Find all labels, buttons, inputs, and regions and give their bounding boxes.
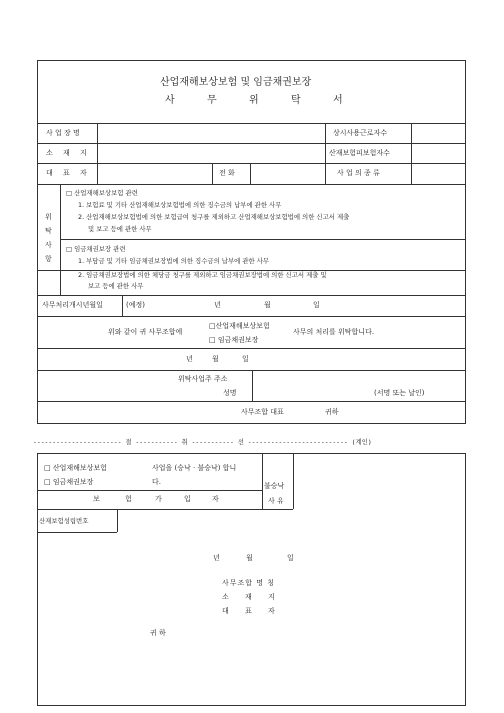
slip-insured-char: 자 xyxy=(212,495,219,503)
slip-reason-label-2: 사 유 xyxy=(268,497,284,505)
date-month: 월 xyxy=(212,355,219,363)
to-union-label: 사무조합 대표 xyxy=(241,408,284,416)
section2-item1: 1. 부담금 및 기타 임금채권보장법에 의한 징수금의 납부에 관한 사무 xyxy=(78,257,270,265)
date-year: 년 xyxy=(186,355,193,363)
slip-opt-insurance[interactable]: □ 산업재해보상보험 xyxy=(44,464,107,472)
section2-heading[interactable]: □ 임금채권보장 관련 xyxy=(66,245,126,253)
slip-reason-label: 불승낙 xyxy=(264,482,285,490)
rule xyxy=(252,370,253,401)
label-phone: 전 화 xyxy=(219,169,235,177)
subtitle-char: 탁 xyxy=(291,95,301,106)
label-start-date: 사무처리개시년월일 xyxy=(42,301,103,309)
slip-honorific: 귀 하 xyxy=(150,629,166,637)
delegator-name-field[interactable] xyxy=(254,386,374,400)
address-field[interactable] xyxy=(98,144,324,162)
slip-opt-wage[interactable]: □ 임금채권보장 xyxy=(44,478,94,486)
delegator-address-field[interactable] xyxy=(254,371,464,385)
slip-reason-field[interactable] xyxy=(295,454,465,508)
slip-representative: 대 표 자 xyxy=(222,607,282,615)
consent-prefix: 위와 같이 귀 사무조합에 xyxy=(108,328,183,336)
label-delegator-address: 위탁사업주 주소 xyxy=(178,375,228,383)
consent-opt-insurance[interactable]: □산업재해보상보험 xyxy=(209,322,270,330)
label-business-type: 사 업 의 종 류 xyxy=(337,169,380,177)
regular-workers-field[interactable] xyxy=(412,124,465,142)
cut-line: ----------------------- 절 ----------- 취 ----------- 선 -------------------------- (계인) xyxy=(33,438,372,446)
rule xyxy=(60,239,466,240)
slip-management-no-field[interactable] xyxy=(119,510,291,531)
slip-insured-char: 입 xyxy=(184,495,191,503)
delegation-label-char: 항 xyxy=(45,255,52,263)
rule xyxy=(325,123,326,184)
form-subtitle xyxy=(165,95,343,108)
start-date-year: 년 xyxy=(214,301,221,309)
rule xyxy=(37,348,466,349)
rule xyxy=(117,509,118,532)
business-name-field[interactable] xyxy=(98,124,324,142)
slip-approval-line2: 다. xyxy=(152,478,161,486)
section1-item1: 1. 보험료 및 기타 산업재해보상보험법에 의한 징수금의 납부에 관한 사무 xyxy=(78,201,282,209)
start-date-month: 월 xyxy=(264,301,271,309)
label-representative: 대 표 자 xyxy=(46,169,91,177)
date-day: 일 xyxy=(242,355,249,363)
rule xyxy=(37,401,466,402)
rule xyxy=(37,316,466,317)
consent-opt-wage[interactable]: □ 임금채권보장 xyxy=(209,336,259,344)
delegation-label-char: 탁 xyxy=(45,227,52,235)
slip-approval-line1: 사업을 (승낙 · 불승낙) 합니 xyxy=(152,464,237,472)
rule xyxy=(262,453,263,509)
insured-count-field[interactable] xyxy=(412,144,465,162)
rule xyxy=(212,163,213,184)
phone-field[interactable] xyxy=(251,164,324,183)
slip-location: 소 재 지 xyxy=(222,593,282,601)
slip-date-month: 월 xyxy=(246,554,253,562)
rule xyxy=(60,270,61,295)
subtitle-char: 서 xyxy=(333,95,343,106)
rule xyxy=(37,295,466,296)
to-honorific: 귀하 xyxy=(325,408,339,416)
section1-item2a: 2. 산업재해보상보험법에 의한 보험급여 청구를 제외하고 산업재해보상보험법에 의한 신고서 제출 xyxy=(78,213,350,221)
label-insured-count: 산재보험피보험자수 xyxy=(329,149,390,157)
form-title: 산업재해보상보험 및 임금채권보장 xyxy=(160,77,312,88)
section1-item2b: 및 보고 등에 관한 사무 xyxy=(88,225,152,233)
rule xyxy=(60,184,61,270)
slip-union-name: 사무조합 명 칭 xyxy=(222,579,276,587)
rule xyxy=(37,490,262,491)
rule xyxy=(37,184,466,185)
slip-date-day: 일 xyxy=(287,554,294,562)
subtitle-char: 사 xyxy=(165,95,175,106)
label-address: 소 재 지 xyxy=(46,149,91,157)
sign-note: (서명 또는 날인) xyxy=(374,389,425,397)
delegation-label-char: 사 xyxy=(45,241,52,249)
consent-suffix: 사무의 처리를 위탁합니다. xyxy=(293,328,375,336)
section1-heading[interactable]: □ 산업재해보상보험 관련 xyxy=(66,189,138,197)
representative-field[interactable] xyxy=(98,164,211,183)
section2-item2b: 보고 등에 관한 사무 xyxy=(88,282,144,290)
section2-item2a: 2. 임금채권보장법에 의한 체당금 청구를 제외하고 임금채권보장법에 의한 신고서 제출 및 xyxy=(78,271,327,279)
slip-management-no-label: 산재보험성립번호 xyxy=(39,517,89,525)
slip-insured-char: 보 xyxy=(93,495,100,503)
slip-date-year: 년 xyxy=(213,554,220,562)
slip-insured-char: 험 xyxy=(125,495,132,503)
subtitle-char: 무 xyxy=(207,95,217,106)
label-delegator-name: 성명 xyxy=(223,389,237,397)
label-business-name: 사 업 장 명 xyxy=(46,129,80,137)
rule xyxy=(122,295,123,316)
rule xyxy=(37,532,117,533)
rule xyxy=(293,453,294,509)
start-date-planned: (예정) xyxy=(126,301,145,309)
delegation-label-char: 위 xyxy=(45,213,52,221)
business-type-field[interactable] xyxy=(412,164,465,183)
label-regular-workers: 상시사용근로자수 xyxy=(333,129,388,137)
slip-insured-char: 가 xyxy=(155,495,162,503)
subtitle-char: 위 xyxy=(249,95,259,106)
start-date-day: 일 xyxy=(313,301,320,309)
